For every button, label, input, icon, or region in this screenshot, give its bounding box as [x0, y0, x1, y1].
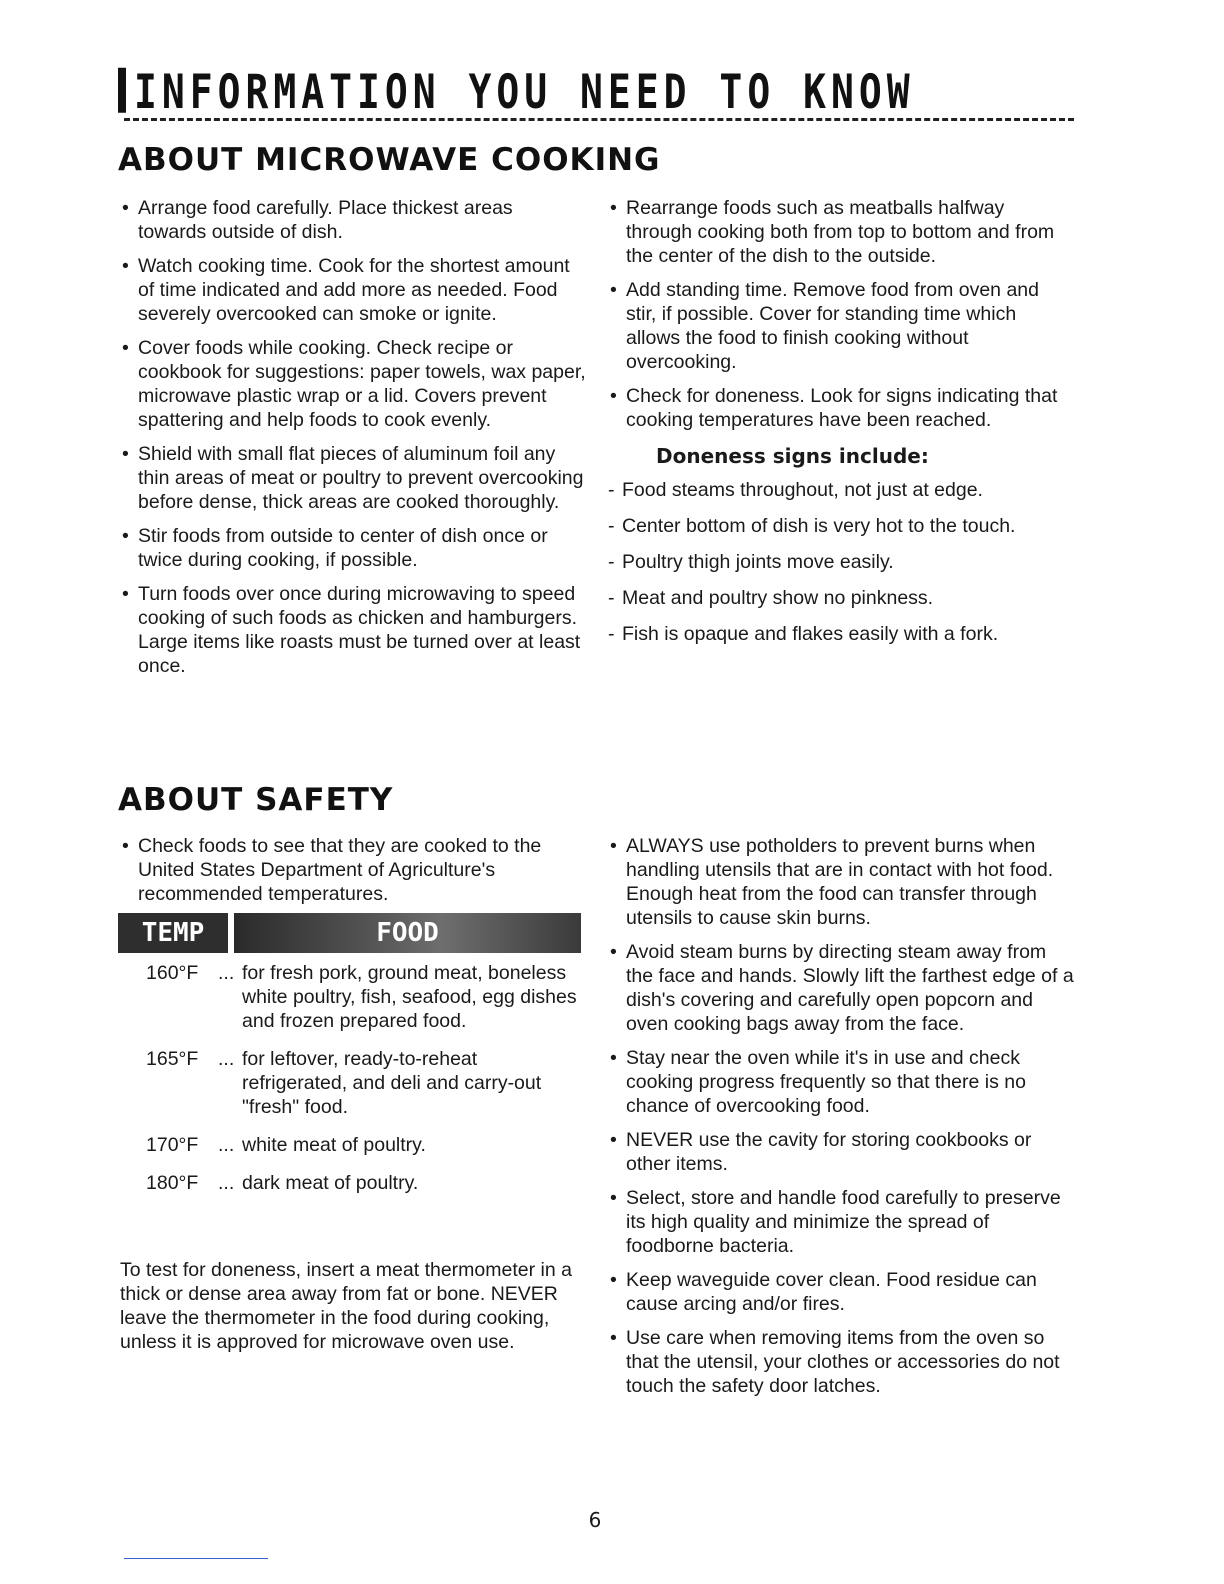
food-cell: dark meat of poultry.: [242, 1172, 419, 1194]
leader-dots: ...: [218, 1172, 235, 1194]
page-header-title: [118, 64, 915, 119]
table-row: [118, 1047, 581, 1119]
list-item: • Stay near the oven while it's in use and check cooking progress frequently so that there is no chance of overcooking food.: [608, 1046, 1074, 1118]
microwave-right-column: [608, 196, 1074, 658]
list-item: • Use care when removing items from the oven so that the utensil, your clothes or accessories do not touch the safety door latches.: [608, 1326, 1074, 1398]
temperature-table: [118, 913, 581, 1209]
list-item: • Cover foods while cooking. Check recipe or cookbook for suggestions: paper towels, wax paper, microwave plastic wrap or a lid. Covers prevent spattering and help foods to cook evenly.: [120, 336, 586, 432]
safety-intro-block: [120, 834, 586, 916]
header-title-text: INFORMATION YOU NEED TO KNOW: [134, 64, 915, 119]
list-item: • Select, store and handle food carefully to preserve its high quality and minimize the spread of foodborne bacteria.: [608, 1186, 1074, 1258]
list-item: • Keep waveguide cover clean. Food residue can cause arcing and/or fires.: [608, 1268, 1074, 1316]
footer-rule: [124, 1558, 268, 1559]
list-item: • NEVER use the cavity for storing cookbooks or other items.: [608, 1128, 1074, 1176]
microwave-section-heading: ABOUT MICROWAVE COOKING: [118, 142, 661, 178]
header-bar-icon: [118, 68, 126, 113]
safety-section-heading: ABOUT SAFETY: [118, 782, 394, 818]
doneness-item: - Fish is opaque and flakes easily with a fork.: [608, 622, 1074, 646]
safety-right-list: [608, 834, 1074, 1398]
safety-right-column: [608, 834, 1074, 1408]
microwave-right-list: [608, 196, 1074, 432]
list-item: • Rearrange foods such as meatballs halfway through cooking both from top to bottom and from the center of the dish to the outside.: [608, 196, 1074, 268]
doneness-subheading: Doneness signs include:: [656, 444, 929, 468]
food-column-header: FOOD: [234, 913, 581, 953]
food-cell: for leftover, ready-to-reheat refrigerated, and deli and carry-out "fresh" food.: [242, 1048, 542, 1118]
list-item: • Avoid steam burns by directing steam away from the face and hands. Slowly lift the farthest edge of a dish's covering and carefully open popcorn and oven cooking bags away from the face.: [608, 940, 1074, 1036]
leader-dots: ...: [218, 1134, 235, 1156]
thermometer-note: To test for doneness, insert a meat thermometer in a thick or dense area away from fat or bone. NEVER leave the thermometer in the food during cooking, unless it is approved for microwave oven use.: [120, 1259, 572, 1353]
list-item: • Add standing time. Remove food from oven and stir, if possible. Cover for standing time which allows the food to finish cooking without overcooking.: [608, 278, 1074, 374]
temp-cell: 170°F: [146, 1134, 199, 1156]
table-row: [118, 961, 581, 1033]
doneness-item: - Food steams throughout, not just at edge.: [608, 478, 1074, 502]
list-item: • Check for doneness. Look for signs indicating that cooking temperatures have been reached.: [608, 384, 1074, 432]
header-dashed-rule: [124, 118, 1074, 121]
temp-cell: 160°F: [146, 962, 199, 984]
leader-dots: ...: [218, 1048, 235, 1070]
microwave-left-list: [120, 196, 586, 678]
safety-intro-list: [120, 834, 586, 906]
table-row: [118, 1133, 581, 1157]
list-item: • Arrange food carefully. Place thickest areas towards outside of dish.: [120, 196, 586, 244]
doneness-item: - Center bottom of dish is very hot to the touch.: [608, 514, 1074, 538]
list-item: • Shield with small flat pieces of aluminum foil any thin areas of meat or poultry to prevent overcooking before dense, thick areas are cooked thoroughly.: [120, 442, 586, 514]
page-number: 6: [588, 1508, 602, 1532]
list-item: • Check foods to see that they are cooked to the United States Department of Agriculture's recommended temperatures.: [120, 834, 586, 906]
temp-cell: 180°F: [146, 1172, 199, 1194]
food-cell: for fresh pork, ground meat, boneless white poultry, fish, seafood, egg dishes and frozen prepared food.: [242, 962, 577, 1032]
temp-cell: 165°F: [146, 1048, 199, 1070]
table-row: [118, 1171, 581, 1195]
list-item: • Watch cooking time. Cook for the shortest amount of time indicated and add more as needed. Food severely overcooked can smoke or ignite.: [120, 254, 586, 326]
list-item: • ALWAYS use potholders to prevent burns when handling utensils that are in contact with hot food. Enough heat from the food can transfer through utensils to cause skin burns.: [608, 834, 1074, 930]
doneness-item: - Meat and poultry show no pinkness.: [608, 586, 1074, 610]
doneness-item: - Poultry thigh joints move easily.: [608, 550, 1074, 574]
temp-column-header: TEMP: [118, 913, 228, 953]
microwave-left-column: [120, 196, 586, 688]
doneness-list: [608, 478, 1074, 646]
list-item: • Turn foods over once during microwaving to speed cooking of such foods as chicken and hamburgers. Large items like roasts must be turned over at least once.: [120, 582, 586, 678]
temperature-table-header: [118, 913, 581, 953]
food-cell: white meat of poultry.: [242, 1134, 426, 1156]
leader-dots: ...: [218, 962, 235, 984]
list-item: • Stir foods from outside to center of dish once or twice during cooking, if possible.: [120, 524, 586, 572]
